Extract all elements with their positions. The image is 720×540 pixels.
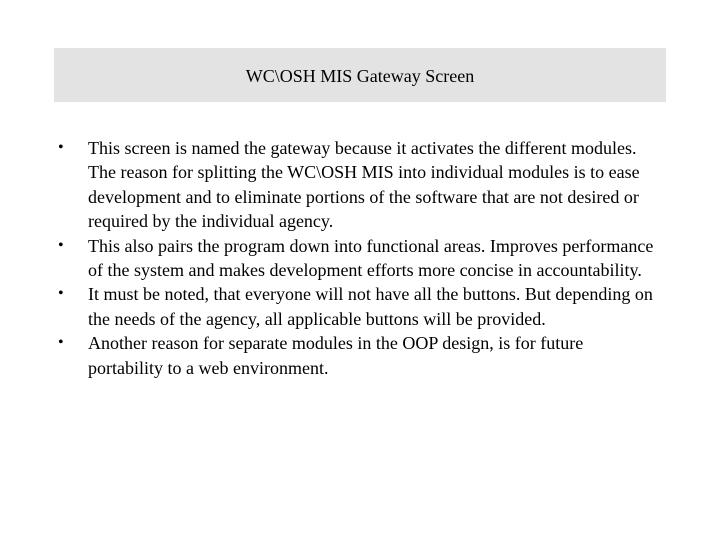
slide-title: WC\OSH MIS Gateway Screen (245, 66, 475, 86)
bullet-text: This screen is named the gateway because it activates the different modules. The reason for splitting the WC\OSH MIS into individual modules is to ease development and to eliminate portions of the software that are not desired or required by the individual agency. (88, 138, 640, 232)
bullet-item-2 (58, 234, 658, 283)
bullet-text: Another reason for separate modules in the OOP design, is for future portability to a web environment. (88, 333, 584, 378)
bullet-dot-icon: • (58, 236, 64, 254)
bullet-item-1 (58, 136, 658, 234)
bullet-text: It must be noted, that everyone will not have all the buttons. But depending on the needs of the agency, all applicable buttons will be provided. (88, 284, 653, 329)
bullet-list (58, 136, 658, 380)
bullet-dot-icon: • (58, 334, 64, 352)
title-banner (54, 48, 666, 102)
bullet-item-3 (58, 282, 658, 331)
bullet-dot-icon: • (58, 285, 64, 303)
bullet-text: This also pairs the program down into functional areas. Improves performance of the system and makes development efforts more concise in accountability. (88, 235, 654, 281)
bullet-item-4 (58, 331, 658, 380)
bullet-dot-icon: • (58, 139, 64, 156)
